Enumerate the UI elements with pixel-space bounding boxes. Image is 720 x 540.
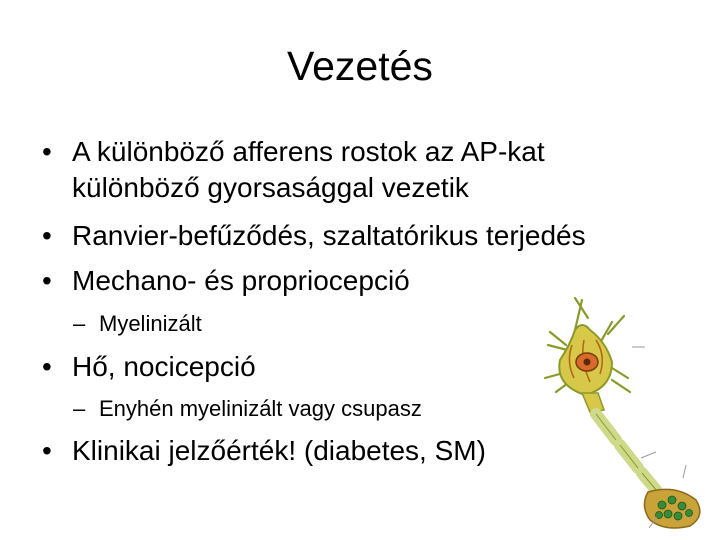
bullet-text: A különböző afferens rostok az AP-kat — [72, 136, 545, 167]
slide-title: Vezetés — [287, 43, 433, 89]
nucleolus — [584, 359, 591, 366]
bullet-marker: • — [42, 435, 52, 466]
bullet-text: Klinikai jelzőérték! (diabetes, SM) — [72, 435, 486, 466]
bullet-text: Ranvier-befűződés, szaltatórikus terjedés — [72, 220, 586, 251]
neuron-illustration-icon — [520, 290, 720, 540]
bullet-text: Hő, nocicepció — [72, 351, 256, 382]
bullet-text: különböző gyorsasággal vezetik — [72, 172, 469, 203]
bullet-marker: • — [42, 220, 52, 251]
sub-bullet-marker: – — [73, 311, 86, 336]
bullet-marker: • — [42, 351, 52, 382]
bullet-marker: • — [42, 136, 52, 167]
axon — [594, 410, 666, 500]
sub-bullet-marker: – — [73, 396, 86, 421]
bullet-text: Mechano- és propriocepció — [72, 265, 410, 296]
bullet-marker: • — [42, 265, 52, 296]
sub-bullet-text: Enyhén myelinizált vagy csupasz — [99, 396, 422, 421]
sub-bullet-text: Myelinizált — [99, 311, 202, 336]
